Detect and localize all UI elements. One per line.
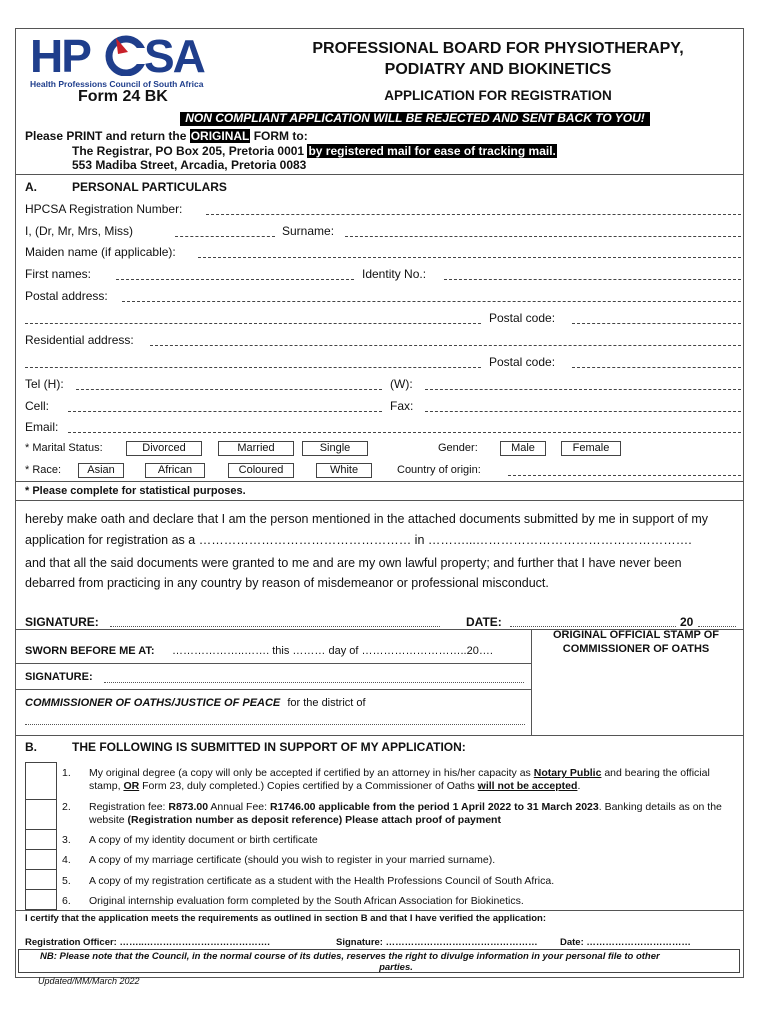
- oath-line3: and that all the said documents were granted to me and are my own lawful property; and further that I have never been: [25, 556, 682, 570]
- item-text: Original internship evaluation form completed by the South African Association for Biokinetics.: [89, 895, 524, 907]
- stamp-label-line1: ORIGINAL OFFICIAL STAMP OF: [552, 629, 720, 641]
- return-info-line1: [25, 129, 308, 143]
- district-label: for the district of: [287, 697, 366, 709]
- marital-option-married[interactable]: Married: [218, 441, 294, 456]
- checkbox-item-2[interactable]: [25, 799, 57, 830]
- date-year-field[interactable]: [698, 626, 736, 627]
- marital-option-divorced[interactable]: Divorced: [126, 441, 202, 456]
- checkbox-item-3[interactable]: [25, 829, 57, 850]
- cell-label: Cell:: [25, 399, 50, 413]
- item-text: Registration fee: R873.00 Annual Fee: R1746.00 applicable from the period 1 April 2022 to 31 March 2023. Banking details as on the website (Registration number as deposit reference) Please attach proof of payment: [89, 801, 722, 826]
- identity-no-label: Identity No.:: [362, 267, 427, 281]
- item-number: 4.: [62, 854, 71, 866]
- warning-banner-text: NON COMPLIANT APPLICATION WILL BE REJECTED AND SENT BACK TO YOU!: [185, 111, 645, 125]
- divider: [15, 735, 744, 736]
- postal-code-label: Postal code:: [489, 311, 556, 325]
- item-text: A copy of my registration certificate as a student with the Health Professions Council of South Africa.: [89, 875, 555, 887]
- country-of-origin-field[interactable]: [508, 475, 741, 476]
- fax-field[interactable]: [425, 411, 741, 412]
- identity-no-field[interactable]: [444, 279, 741, 280]
- certification-text: I certify that the application meets the requirements as outlined in section B and that I have verified the application:: [25, 913, 547, 924]
- race-option-coloured[interactable]: Coloured: [228, 463, 294, 478]
- first-names-label: First names:: [25, 267, 92, 281]
- section-b-letter: B.: [25, 740, 37, 754]
- date-label: DATE:: [466, 615, 502, 629]
- tel-w-label: (W):: [390, 377, 413, 391]
- residential-address-field-1[interactable]: [150, 345, 741, 346]
- registrar-address: The Registrar, PO Box 205, Pretoria 0001: [72, 144, 308, 158]
- svg-text:HP: HP: [30, 32, 90, 76]
- first-names-field[interactable]: [116, 279, 354, 280]
- divider: [15, 174, 744, 175]
- residential-address-label: Residential address:: [25, 333, 134, 347]
- form-number: Form 24 BK: [78, 88, 168, 105]
- tel-h-label: Tel (H):: [25, 377, 64, 391]
- oath-line1: hereby make oath and declare that I am the person mentioned in the attached documents submitted by me in support of my: [25, 512, 709, 526]
- officer-signature-field[interactable]: Signature: …………………………………………: [336, 937, 538, 948]
- gender-label: Gender:: [438, 442, 478, 454]
- logo-subtitle: Health Professions Council of South Africa: [30, 79, 204, 89]
- race-label: * Race:: [25, 464, 62, 476]
- item-number: 1.: [62, 767, 71, 779]
- signature-label: SIGNATURE:: [25, 615, 99, 629]
- fax-label: Fax:: [390, 399, 414, 413]
- hpcsa-logo-icon: [30, 32, 230, 76]
- date-field[interactable]: [510, 626, 676, 627]
- residential-postal-code-label: Postal code:: [489, 355, 556, 369]
- registration-officer-field[interactable]: Registration Officer: ……..………………………………….: [25, 937, 270, 948]
- title-label: I, (Dr, Mr, Mrs, Miss): [25, 224, 133, 238]
- email-label: Email:: [25, 420, 59, 434]
- divider: [15, 689, 531, 690]
- sworn-before-label: SWORN BEFORE ME AT:: [25, 645, 155, 657]
- maiden-name-field[interactable]: [198, 257, 741, 258]
- residential-address-field-2[interactable]: [25, 367, 481, 368]
- return-prefix: Please PRINT and return the: [25, 129, 190, 143]
- tel-h-field[interactable]: [76, 389, 382, 390]
- divider: [15, 500, 744, 501]
- registered-mail-highlight: by registered mail for ease of tracking mail.: [308, 144, 556, 158]
- registration-number-label: HPCSA Registration Number:: [25, 202, 183, 216]
- cell-field[interactable]: [68, 411, 382, 412]
- stamp-label-line2: COMMISSIONER OF OATHS: [562, 643, 710, 655]
- marital-status-label: * Marital Status:: [25, 442, 103, 454]
- officer-date-field[interactable]: Date: ……………………………: [560, 937, 691, 948]
- section-a-letter: A.: [25, 180, 37, 194]
- checkbox-item-5[interactable]: [25, 869, 57, 890]
- item-number: 6.: [62, 895, 71, 907]
- sworn-before-field[interactable]: ………………..……. this ……… day of ………………………..20….: [172, 645, 493, 657]
- gender-option-male[interactable]: Male: [500, 441, 546, 456]
- oath-line2: application for registration as a …………………………………………… in ………...…………………………………………….: [25, 533, 692, 547]
- item-number: 5.: [62, 875, 71, 887]
- oath-line4: debarred from practicing in any country by reason of misdemeanor or professional misconduct.: [25, 576, 549, 590]
- checkbox-item-1[interactable]: [25, 762, 57, 800]
- postal-code-field[interactable]: [572, 323, 741, 324]
- maiden-name-label: Maiden name (if applicable):: [25, 245, 176, 259]
- statistical-note: * Please complete for statistical purposes.: [25, 485, 246, 497]
- item-number: 2.: [62, 801, 71, 813]
- race-option-white[interactable]: White: [316, 463, 372, 478]
- commissioner-signature-field[interactable]: [104, 682, 524, 683]
- return-info-line2: [72, 144, 557, 158]
- stamp-box-divider: [531, 629, 532, 735]
- gender-option-female[interactable]: Female: [561, 441, 621, 456]
- note-line2: parties.: [379, 962, 413, 973]
- divider: [15, 481, 744, 482]
- postal-address-label: Postal address:: [25, 289, 108, 303]
- postal-address-field-1[interactable]: [122, 301, 741, 302]
- item-text: A copy of my identity document or birth certificate: [89, 834, 318, 846]
- section-b-title: THE FOLLOWING IS SUBMITTED IN SUPPORT OF MY APPLICATION:: [72, 740, 466, 754]
- section-a-title: PERSONAL PARTICULARS: [72, 180, 227, 194]
- application-title: APPLICATION FOR REGISTRATION: [384, 88, 612, 103]
- board-title-line2: PODIATRY AND BIOKINETICS: [384, 61, 612, 78]
- footer-updated: Updated/MM/March 2022: [38, 976, 140, 986]
- surname-label: Surname:: [282, 224, 335, 238]
- surname-field[interactable]: [345, 236, 741, 237]
- divider: [15, 663, 531, 664]
- item-number: 3.: [62, 834, 71, 846]
- commissioner-line: [25, 697, 366, 709]
- street-address: 553 Madiba Street, Arcadia, Pretoria 0083: [72, 158, 307, 172]
- residential-postal-code-field[interactable]: [572, 367, 741, 368]
- registration-number-field[interactable]: [206, 214, 741, 215]
- commissioner-label: COMMISSIONER OF OATHS/JUSTICE OF PEACE: [25, 697, 281, 709]
- svg-text:SA: SA: [144, 32, 204, 76]
- race-option-asian[interactable]: Asian: [78, 463, 124, 478]
- divider: [15, 910, 744, 911]
- email-field[interactable]: [68, 432, 741, 433]
- board-title-line1: PROFESSIONAL BOARD FOR PHYSIOTHERAPY,: [312, 40, 684, 57]
- postal-address-field-2[interactable]: [25, 323, 481, 324]
- original-highlight: ORIGINAL: [190, 129, 250, 143]
- return-suffix: FORM to:: [250, 129, 308, 143]
- signature-field[interactable]: [110, 626, 440, 627]
- commissioner-signature-label: SIGNATURE:: [25, 671, 93, 683]
- country-of-origin-label: Country of origin:: [397, 464, 481, 476]
- date-year: 20: [680, 615, 694, 629]
- title-field[interactable]: [175, 236, 275, 237]
- note-line1: NB: Please note that the Council, in the normal course of its duties, reserves the right to divulge information in your personal file to other: [40, 951, 660, 962]
- checkbox-item-4[interactable]: [25, 849, 57, 870]
- checkbox-item-6[interactable]: [25, 889, 57, 910]
- item-text: A copy of my marriage certificate (should you wish to register in your married surname).: [89, 854, 496, 866]
- marital-option-single[interactable]: Single: [302, 441, 368, 456]
- item-text: My original degree (a copy will only be accepted if certified by an attorney in his/her capacity as Notary Public and bearing the official stamp, OR Form 23, duly completed.) Copies certified by a Commissioner of Oaths will not be accepted.: [89, 767, 710, 792]
- tel-w-field[interactable]: [425, 389, 741, 390]
- hpcsa-logo: [30, 32, 230, 88]
- district-field[interactable]: [25, 724, 525, 725]
- race-option-african[interactable]: African: [145, 463, 205, 478]
